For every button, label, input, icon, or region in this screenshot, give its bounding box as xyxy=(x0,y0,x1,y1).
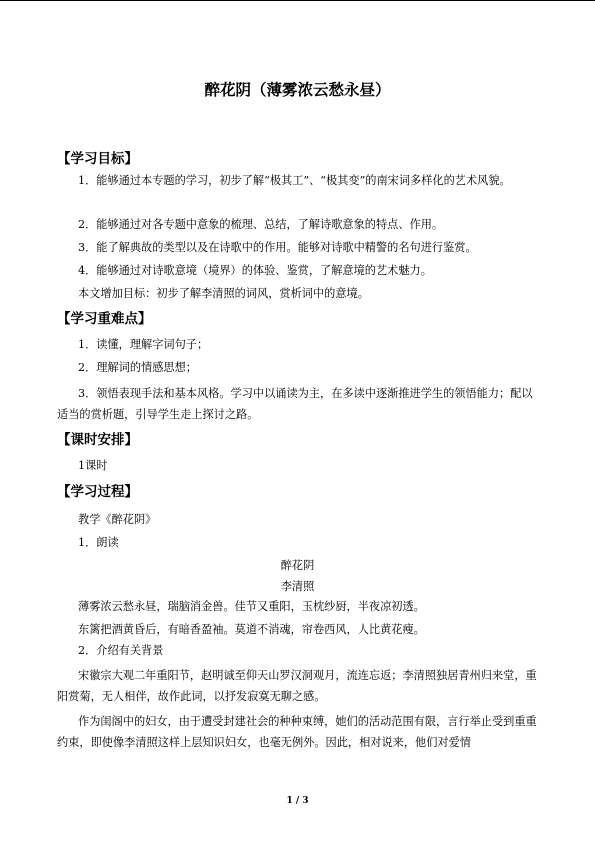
page-title: 醉花阴（薄雾浓云愁永昼） xyxy=(204,81,391,99)
poem-title: 醉花阴 xyxy=(280,559,315,572)
goal-item-1: 1．能够通过本专题的学习，初步了解“极其工”、“极其变”的南宋词多样化的艺术风貌。 xyxy=(78,174,511,187)
goal-item-4: 4．能够通过对诗歌意境（境界）的体验、鉴赏，了解意境的艺术魅力。 xyxy=(78,264,432,277)
poem-line-2: 东篱把酒黄昏后，有暗香盈袖。莫道不消魂，帘卷西风，人比黄花瘦。 xyxy=(78,623,425,636)
top-rule xyxy=(0,0,595,1)
key-point-1: 1．读懂，理解字词句子； xyxy=(78,338,209,351)
goal-item-2: 2．能够通过对各专题中意象的梳理、总结，了解诗歌意象的特点、作用。 xyxy=(78,218,444,231)
poem-line-1: 薄雾浓云愁永昼，瑞脑消金兽。佳节又重阳，玉枕纱厨，半夜凉初透。 xyxy=(78,600,425,613)
section-heading-process: 【学习过程】 xyxy=(57,484,138,500)
section-heading-schedule: 【课时安排】 xyxy=(57,432,138,448)
goal-item-extra: 本文增加目标：初步了解李清照的词风，赏析词中的意境。 xyxy=(78,287,369,300)
background-paragraph-2: 作为闺阁中的妇女，由于遭受封建社会的种种束缚，她们的活动范围有限，言行举止受到重重约束，即使像李清照这样上层知识妇女，也毫无例外。因此，相对说来，他们对爱情 xyxy=(57,715,537,749)
background-paragraph-1: 宋徽宗大观二年重阳节，赵明诚至仰天山罗汉洞观月，流连忘返；李清照独居青州归来堂，重阳赏菊，无人相伴，故作此词，以抒发寂寞无聊之感。 xyxy=(57,669,537,703)
process-step-2: 2．介绍有关背景 xyxy=(78,644,164,657)
process-step-1: 1．朗读 xyxy=(78,536,119,549)
process-intro: 教学《醉花阴》 xyxy=(78,513,157,526)
goal-item-3: 3．能了解典故的类型以及在诗歌中的作用。能够对诗歌中精警的名句进行鉴赏。 xyxy=(78,241,477,254)
key-point-3: 3．领悟表现手法和基本风格。学习中以诵读为主，在多读中逐渐推进学生的领悟能力；配以适当的赏析题，引导学生走上探讨之路。 xyxy=(57,387,533,421)
page-number: 1 / 3 xyxy=(286,796,309,806)
section-heading-goals: 【学习目标】 xyxy=(57,151,138,167)
section-heading-key-points: 【学习重难点】 xyxy=(57,311,152,327)
poem-author: 李清照 xyxy=(280,580,315,593)
schedule-text: 1课时 xyxy=(78,459,108,472)
key-point-2: 2．理解词的情感思想； xyxy=(78,361,197,374)
